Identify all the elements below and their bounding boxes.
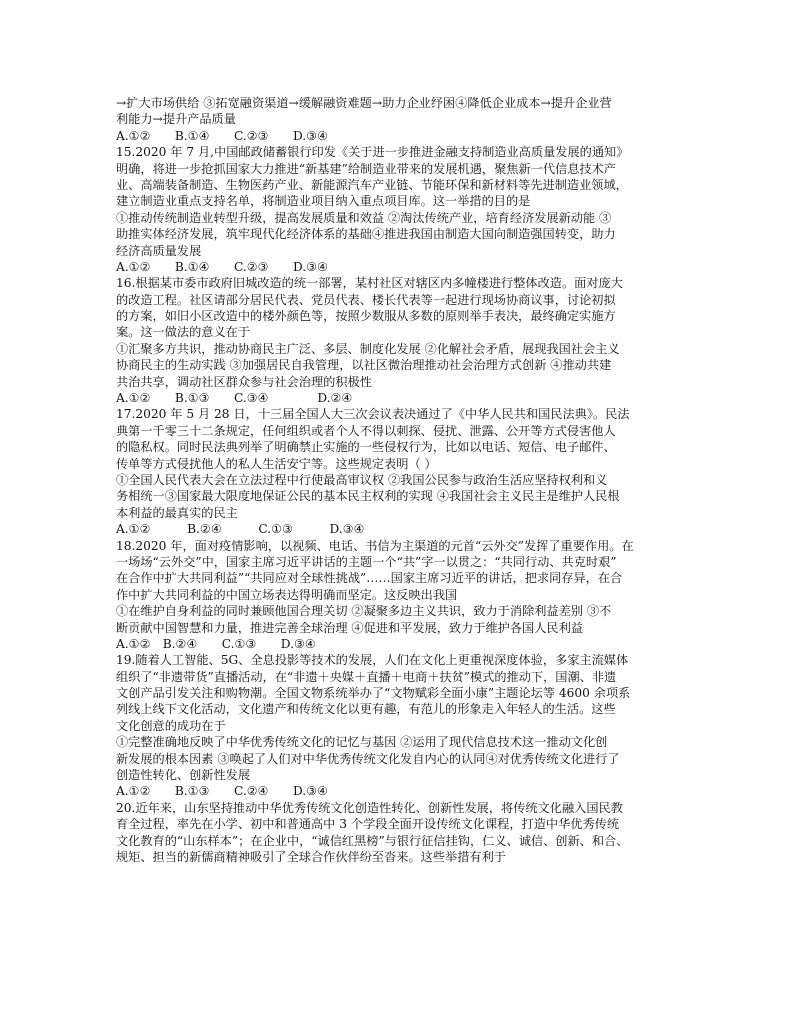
text-line: 明确，将进一步抢抓国家大力推进“新基建”给制造业带来的发展机遇，聚焦新一代信息技术产 [116, 161, 616, 176]
text-line: 共治共享，调动社区群众参与社会治理的积极性 [116, 374, 372, 389]
text-line: 业、高端装备制造、生物医药产业、新能源汽车产业链、节能环保和新材料等先进制造业领域， [116, 177, 628, 192]
text-line: ①全国人民代表大会在立法过程中行使最高审议权 ②我国公民参与政治生活应坚持权利和义 [116, 472, 608, 487]
text-line: 利能力→提升产品质量 [116, 112, 236, 127]
text-line: 断贡献中国智慧和力量，推进完善全球治理 ④促进和平发展，致力于维护各国人民利益 [116, 620, 583, 635]
text-line: 组织了“非遗带货”直播活动，在“非遗＋央媒＋直播＋电商＋扶贫”模式的推动下，国潮、非遗 [116, 669, 617, 684]
text-line: 务相统一③国家最大限度地保证公民的基本民主权利的实现 ④我国社会主义民主是维护人民根 [116, 489, 620, 504]
text-line: →扩大市场供给 ③拓宽融资渠道→缓解融资难题→助力企业纾困④降低企业成本→提升企业营 [116, 96, 612, 110]
answer-options: A.①② B.①④ C.②③ D.③④ [116, 259, 329, 274]
text-line: 的改造工程。社区请部分居民代表、党员代表、楼长代表等一起进行现场协商议事，讨论初拟 [116, 292, 616, 307]
text-line: 本利益的最真实的民主 [116, 505, 238, 520]
text-line: 协商民主的生动实践 ③加强居民自我管理，以社区微治理推动社会治理方式创新 ④推动共建 [116, 358, 612, 373]
text-line: ①推动传统制造业转型升级，提高发展质量和效益 ②淘汰传统产业，培育经济发展新动能 ③ [116, 210, 612, 225]
text-line: 19.随着人工智能、5G、全息投影等技术的发展，人们在文化上更重视深度体验，多家主流媒体 [116, 653, 629, 668]
text-line: 列线上线下文化活动，文化遗产和传统文化以更有趣，有范儿的形象走入年轻人的生活。这些 [116, 702, 616, 717]
text-line: 16.根据某市委市政府旧城改造的统一部署，某村社区对辖区内多幢楼进行整体改造。面对庞大 [116, 276, 623, 291]
text-line: 在合作中扩大共同利益”“共同应对全球性挑战”……国家主席习近平的讲话，把求同存异，在合 [116, 571, 623, 586]
answer-options: A.①② B.②④ C.①③ D.③④ [116, 636, 316, 651]
text-line: ①汇聚多方共识，推动协商民主广泛、多层、制度化发展 ②化解社会矛盾，展现我国社会主义 [116, 341, 620, 356]
text-line: 一场场“云外交”中，国家主席习近平讲话的主题一个“共”字一以贯之：“共同行动、共克时艰” [116, 554, 617, 569]
text-line: 17.2020 年 5 月 28 日，十三届全国人大三次会议表决通过了《中华人民共和国民法典》。民法 [116, 407, 630, 422]
text-line: 文化教育的“山东样本”；在企业中，“诚信红黑榜”与银行征信挂钩，仁义、诚信、创新、和合、 [116, 833, 629, 848]
answer-options: A.①② B.①③ C.②④ D.③④ [116, 784, 329, 799]
text-line: ①完整准确地反映了中华优秀传统文化的记忆与基因 ②运用了现代信息技术这一推动文化创 [116, 735, 608, 750]
text-line: 的隐私权。同时民法典列举了明确禁止实施的一些侵权行为，比如以电话、短信、电子邮件、 [116, 440, 616, 455]
text-line: 助推实体经济发展，筑牢现代化经济体系的基础④推进我国由制造大国向制造强国转变，助力 [116, 227, 616, 242]
text-line: 传单等方式侵扰他人的私人生活安宁等。这些规定表明（ ） [116, 456, 437, 471]
answer-options: A.①② B.②④ C.①③ D.③④ [116, 522, 365, 537]
text-line: 作中扩大共同利益的中国立场表达得明确而坚定。这反映出我国 [116, 587, 458, 602]
text-line: 规矩、担当的新儒商精神吸引了全球合作伙伴纷至沓来。这些举措有利于 [116, 849, 506, 864]
text-line: 20.近年来，山东坚持推动中华优秀传统文化创造性转化、创新性发展，将传统文化融入国民教 [116, 800, 623, 815]
exam-page [116, 95, 688, 865]
text-line: 的方案，如旧小区改造中的楼外颜色等，按照少数服从多数的原则举手表决，最终确定实施方 [116, 309, 616, 324]
text-line: 育全过程，率先在小学、初中和普通高中 3 个学段全面开设传统文化课程，打造中华优秀传统 [116, 817, 620, 832]
answer-options: A.①② B.①③ C.③④ D.②④ [116, 391, 353, 406]
text-line: ①在维护自身利益的同时兼顾他国合理关切 ②凝聚多边主义共识，致力于消除利益差别 ③不 [116, 604, 612, 619]
text-line: 建立制造业重点支持名单，将制造业项目纳入重点项目库。这一举措的目的是 [116, 194, 531, 209]
text-line: 新发展的根本因素 ③唤起了人们对中华优秀传统文化发自内心的认同④对优秀传统文化进行了 [116, 751, 620, 766]
text-line: 典第一千零三十二条规定，任何组织或者个人不得以刺探、侵扰、泄露、公开等方式侵害他人 [116, 423, 616, 438]
answer-options: A.①② B.①④ C.②③ D.③④ [116, 128, 329, 143]
text-line: 15.2020 年 7 月,中国邮政储蓄银行印发《关于进一步推进金融支持制造业高质量发展的通知》 [116, 145, 629, 160]
text-line: 文化创意的成功在于 [116, 718, 226, 733]
text-line: 18.2020 年，面对疫情影响，以视频、电话、书信为主渠道的元首“云外交”发挥了重要作用。在 [116, 538, 634, 553]
text-line: 经济高质量发展 [116, 243, 202, 258]
text-line: 创造性转化、创新性发展 [116, 768, 251, 783]
text-line: 文创产品引发关注和购物潮。全国文物系统举办了“文物赋彩全面小康”主题论坛等 4600 余项系 [116, 686, 631, 701]
text-line: 案。这一做法的意义在于 [116, 325, 251, 340]
